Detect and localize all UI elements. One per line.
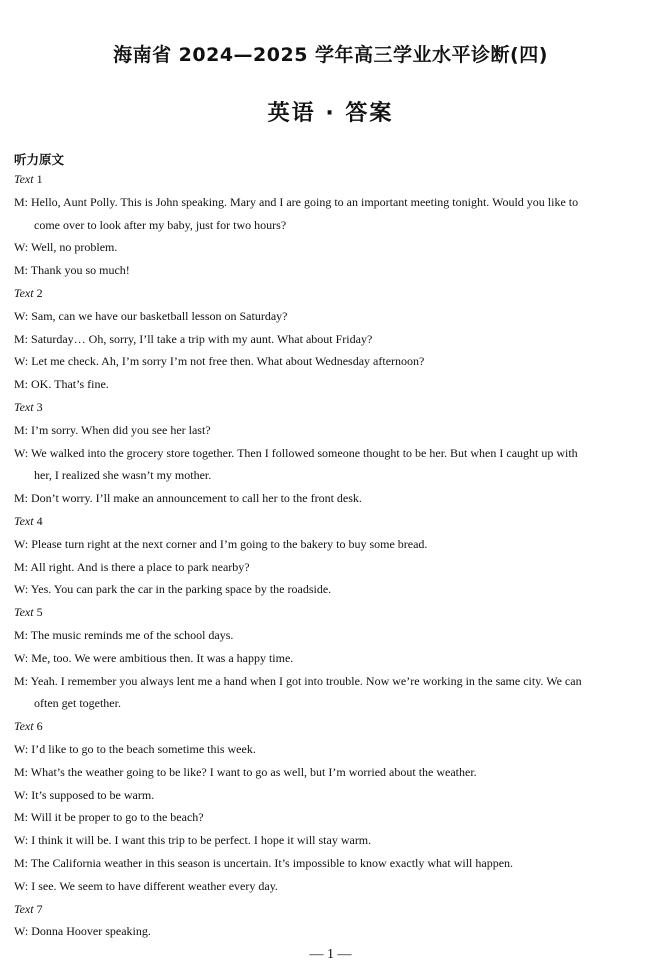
- dialogue-line: [14, 350, 647, 373]
- dialogue-text: Hello, Aunt Polly. This is John speaking. Mary and I are going to an important meeting tonight. Would you like to: [28, 194, 579, 209]
- text-label-word: Text: [14, 400, 34, 414]
- speaker-tag: M:: [14, 377, 29, 392]
- speaker-tag: M:: [14, 331, 29, 346]
- speaker-tag: W:: [14, 582, 29, 597]
- section-heading: 听力原文: [14, 152, 65, 167]
- dialogue-line: [14, 419, 647, 442]
- dialogue-text: What’s the weather going to be like? I want to go as well, but I’m worried about the weather.: [28, 764, 477, 779]
- text-label-number: 3: [33, 400, 43, 414]
- speaker-tag: M:: [14, 673, 29, 688]
- dialogue-text: The California weather in this season is uncertain. It’s impossible to know exactly what will happen.: [28, 856, 514, 870]
- dialogue-text: The music reminds me of the school days.: [28, 628, 234, 642]
- dialogue-text: I see. We seem to have different weather every day.: [28, 878, 278, 893]
- dialogue-text: Yeah. I remember you always lent me a hand when I got into trouble. Now we’re working in the same city. We can: [28, 673, 582, 688]
- dialogue-text: Saturday… Oh, sorry, I’ll take a trip with my aunt. What about Friday?: [28, 331, 373, 346]
- speaker-tag: W:: [14, 742, 29, 756]
- speaker-tag: M:: [14, 764, 29, 779]
- speaker-tag: W:: [14, 924, 29, 939]
- text-label-number: 2: [33, 286, 43, 300]
- dialogue-line: [14, 236, 647, 259]
- speaker-tag: W:: [14, 240, 29, 255]
- speaker-tag: W:: [14, 308, 29, 323]
- speaker-tag: M:: [14, 810, 29, 825]
- speaker-tag: M:: [14, 491, 29, 506]
- dialogue-text: Will it be proper to go to the beach?: [28, 810, 204, 825]
- speaker-tag: W:: [14, 354, 29, 369]
- dialogue-line: [14, 328, 647, 351]
- text-label-word: Text: [14, 719, 34, 734]
- dialogue-text: Don’t worry. I’ll make an announcement to call her to the front desk.: [28, 491, 362, 506]
- text-label-number: 7: [33, 901, 43, 916]
- text-label-number: 5: [33, 605, 43, 620]
- text-section-label: [14, 510, 647, 533]
- speaker-tag: M:: [14, 628, 29, 642]
- dialogue-line: [14, 784, 647, 807]
- text-label-word: Text: [14, 286, 34, 300]
- document-subtitle: 英语 · 答案: [267, 101, 394, 126]
- speaker-tag: W:: [14, 445, 29, 460]
- dialogue-line: [14, 761, 647, 784]
- dialogue-line: [14, 738, 647, 761]
- dialogue-text: OK. That’s fine.: [28, 377, 109, 392]
- dialogue-text: Thank you so much!: [28, 263, 130, 278]
- text-section-label: [14, 898, 647, 921]
- text-label-number: 1: [33, 172, 43, 186]
- dialogue-line: [14, 647, 647, 670]
- text-label-number: 6: [33, 719, 43, 734]
- speaker-tag: M:: [14, 263, 29, 278]
- text-section-label: [14, 601, 647, 624]
- dialogue-line: [14, 829, 647, 852]
- dialogue-line: [14, 670, 647, 693]
- text-section-label: [14, 715, 647, 738]
- text-label-number: 4: [33, 514, 43, 528]
- speaker-tag: W:: [14, 787, 29, 802]
- speaker-tag: W:: [14, 536, 29, 551]
- dialogue-text: It’s supposed to be warm.: [28, 787, 155, 802]
- dialogue-line: [14, 191, 647, 214]
- dialogue-line: [14, 305, 647, 328]
- speaker-tag: M:: [14, 194, 29, 209]
- dialogue-text: Yes. You can park the car in the parking space by the roadside.: [28, 582, 332, 597]
- dialogue-text: I’d like to go to the beach sometime this week.: [28, 742, 256, 756]
- dialogue-text: I think it will be. I want this trip to be perfect. I hope it will stay warm.: [28, 833, 372, 848]
- speaker-tag: M:: [14, 559, 29, 574]
- dialogue-text: All right. And is there a place to park nearby?: [28, 559, 250, 574]
- dialogue-line: [14, 624, 647, 647]
- dialogue-line-continuation: often get together.: [34, 696, 121, 711]
- dialogue-line: [14, 373, 647, 396]
- dialogue-line: [14, 556, 647, 579]
- speaker-tag: W:: [14, 878, 29, 893]
- text-section-label: [14, 396, 647, 419]
- text-label-word: Text: [14, 901, 34, 916]
- dialogue-line: [14, 852, 647, 875]
- dialogue-line: [14, 920, 647, 943]
- dialogue-text: Donna Hoover speaking.: [28, 924, 151, 939]
- text-label-word: Text: [14, 605, 34, 620]
- text-section-label: [14, 282, 647, 305]
- speaker-tag: W:: [14, 650, 29, 665]
- page-number: — 1 —: [309, 947, 352, 962]
- speaker-tag: M:: [14, 856, 29, 870]
- dialogue-line: [14, 875, 647, 898]
- dialogue-text: Me, too. We were ambitious then. It was a happy time.: [28, 650, 294, 665]
- dialogue-line: [14, 578, 647, 601]
- document-title: 海南省 2024—2025 学年高三学业水平诊断(四): [113, 44, 548, 66]
- dialogue-line: [14, 487, 647, 510]
- speaker-tag: M:: [14, 422, 29, 437]
- dialogue-line: [14, 806, 647, 829]
- dialogue-text: Well, no problem.: [28, 240, 118, 255]
- dialogue-line: [14, 259, 647, 282]
- dialogue-text: We walked into the grocery store together. Then I followed someone thought to be her. But when I caught up with: [28, 445, 578, 460]
- dialogue-line: [14, 533, 647, 556]
- dialogue-text: Sam, can we have our basketball lesson on Saturday?: [28, 308, 288, 323]
- text-label-word: Text: [14, 172, 34, 186]
- dialogue-text: Please turn right at the next corner and I’m going to the bakery to buy some bread.: [28, 536, 428, 551]
- text-section-label: [14, 168, 647, 191]
- dialogue-text: I’m sorry. When did you see her last?: [28, 422, 211, 437]
- dialogue-text: Let me check. Ah, I’m sorry I’m not free then. What about Wednesday afternoon?: [28, 354, 425, 369]
- dialogue-line: [14, 442, 647, 465]
- dialogue-line-continuation: come over to look after my baby, just for two hours?: [34, 217, 287, 232]
- dialogue-line-continuation: her, I realized she wasn’t my mother.: [34, 468, 212, 483]
- speaker-tag: W:: [14, 833, 29, 848]
- text-label-word: Text: [14, 514, 34, 528]
